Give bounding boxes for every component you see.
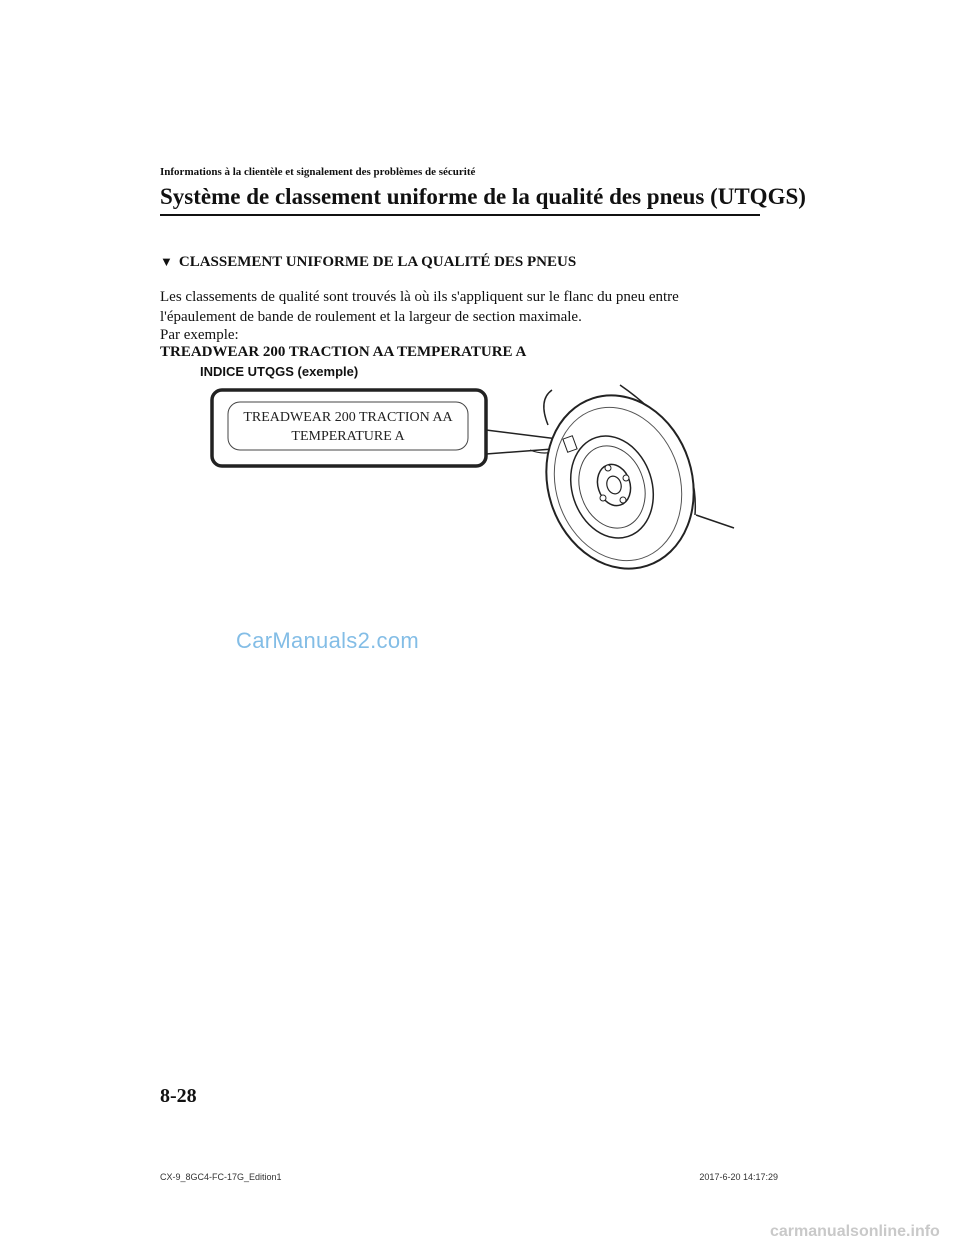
section-heading — [160, 254, 576, 271]
document-code: CX-9_8GC4-FC-17G_Edition1 — [160, 1172, 282, 1182]
title-divider — [160, 214, 760, 216]
site-watermark: carmanualsonline.info — [770, 1223, 940, 1240]
page-number: 8-28 — [160, 1085, 197, 1107]
down-triangle-icon: ▼ — [160, 254, 173, 269]
callout-box — [212, 390, 486, 466]
body-text-line: Par exemple: — [160, 327, 239, 343]
tire — [524, 380, 715, 570]
wheel-arch-line — [544, 390, 552, 425]
running-head: Informations à la clientèle et signalement des problèmes de sécurité — [160, 166, 476, 178]
figure-caption: INDICE UTQGS (exemple) — [200, 364, 359, 379]
tire-illustration — [200, 380, 760, 570]
body-line — [696, 515, 734, 528]
print-timestamp: 2017-6-20 14:17:29 — [699, 1172, 778, 1182]
page-title: Système de classement uniforme de la qualité des pneus (UTQGS) — [160, 184, 806, 209]
body-text-line: l'épaulement de bande de roulement et la largeur de section maximale. — [160, 309, 582, 325]
callout-line-1: TREADWEAR 200 TRACTION AA — [243, 410, 453, 425]
example-rating: TREADWEAR 200 TRACTION AA TEMPERATURE A — [160, 344, 527, 360]
body-text-line: Les classements de qualité sont trouvés là où ils s'appliquent sur le flanc du pneu entre — [160, 289, 679, 305]
watermark: CarManuals2.com — [236, 628, 420, 653]
callout-line-2: TEMPERATURE A — [291, 429, 405, 444]
section-heading-text: CLASSEMENT UNIFORME DE LA QUALITÉ DES PNEUS — [178, 254, 577, 270]
